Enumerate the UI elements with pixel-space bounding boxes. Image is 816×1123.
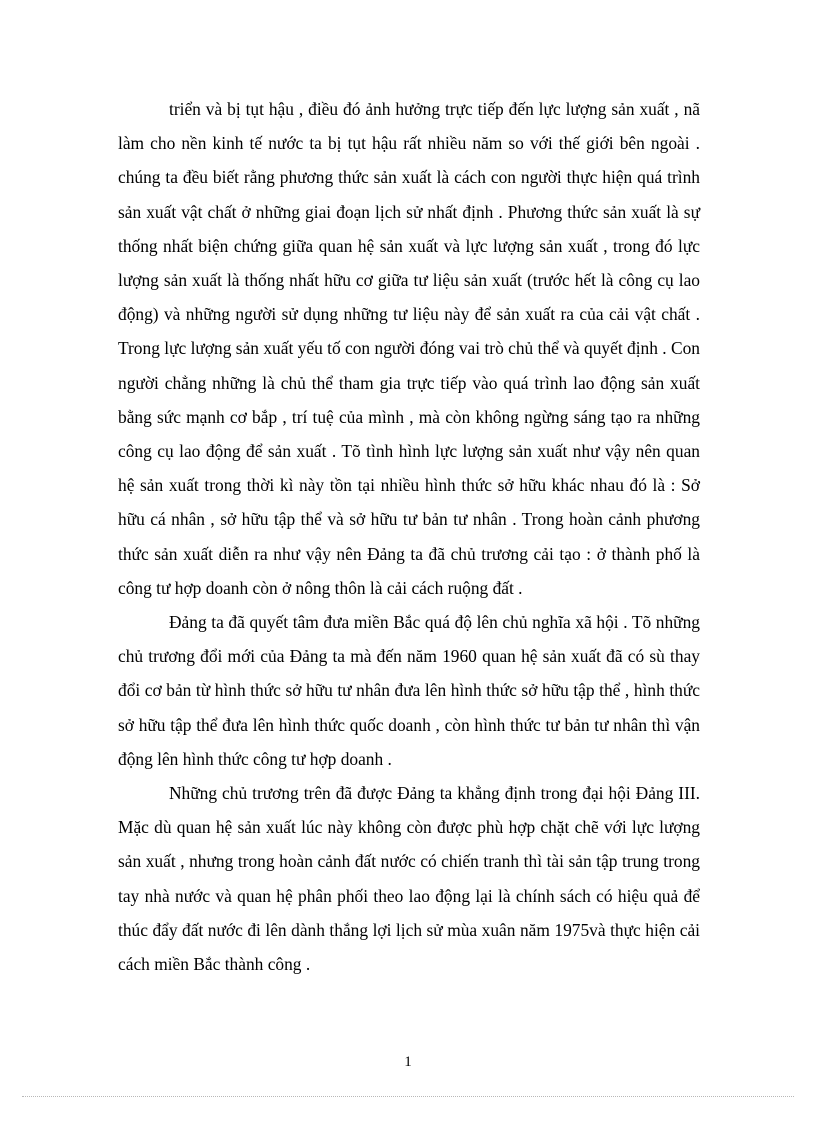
paragraph-2: Đảng ta đã quyết tâm đưa miền Bắc quá độ lên chủ nghĩa xã hội . Tõ những chủ trương đổi mới của Đảng ta mà đến năm 1960 quan hệ sản xuất đã có sù thay đổi cơ bản từ hình thức sở hữu tư nhân đưa lên hình thức sở hữu tập thể , hình thức sở hữu tập thể đưa lên hình thức quốc doanh , còn hình thức tư bản tư nhân thì vận động lên hình thức công tư hợp doanh . [118, 612, 700, 769]
paragraph-3: Những chủ trương trên đã được Đảng ta khẳng định trong đại hội Đảng III. Mặc dù quan hệ sản xuất lúc này không còn được phù hợp chặt chẽ với lực lượng sản xuất , nhưng trong hoàn cảnh đất nước có chiến tranh thì tài sản tập trung trong tay nhà nước và quan hệ phân phối theo lao động lại là chính sách có hiệu quả để thúc đẩy đất nước đi lên dành thắng lợi lịch sử mùa xuân năm 1975và thực hiện cải cách miền Bắc thành công . [118, 783, 700, 975]
page-number: 1 [404, 1054, 412, 1070]
page-bottom-border [22, 1096, 794, 1097]
body-text [118, 92, 700, 981]
paragraph-1: triển và bị tụt hậu , điều đó ảnh hưởng trực tiếp đến lực lượng sản xuất , nã làm cho nền kinh tế nước ta bị tụt hậu rất nhiều năm so với thế giới bên ngoài . chúng ta đều biết rằng phương thức sản xuất là cách con người thực hiện quá trình sản xuất vật chất ở những giai đoạn lịch sử nhất định . Phương thức sản xuất là sự thống nhất biện chứng giữa quan hệ sản xuất và lực lượng sản xuất , trong đó lực lượng sản xuất là thống nhất hữu cơ giữa tư liệu sản xuất (trước hết là công cụ lao động) và những người sử dụng những tư liệu này để sản xuất ra của cải vật chất . Trong lực lượng sản xuất yếu tố con người đóng vai trò chủ thể và quyết định . Con người chẳng những là chủ thể tham gia trực tiếp vào quá trình lao động sản xuất bằng sức mạnh cơ bắp , trí tuệ của mình , mà còn không ngừng sáng tạo ra những công cụ lao động để sản xuất . Tõ tình hình lực lượng sản xuất như vậy nên quan hệ sản xuất trong thời kì này tồn tại nhiều hình thức sở hữu khác nhau đó là : Sở hữu cá nhân , sở hữu tập thể và sở hữu tư bản tư nhân . Trong hoàn cảnh phương thức sản xuất diễn ra như vậy nên Đảng ta đã chủ trương cải tạo : ở thành phố là công tư hợp doanh còn ở nông thôn là cải cách ruộng đất . [118, 99, 700, 598]
